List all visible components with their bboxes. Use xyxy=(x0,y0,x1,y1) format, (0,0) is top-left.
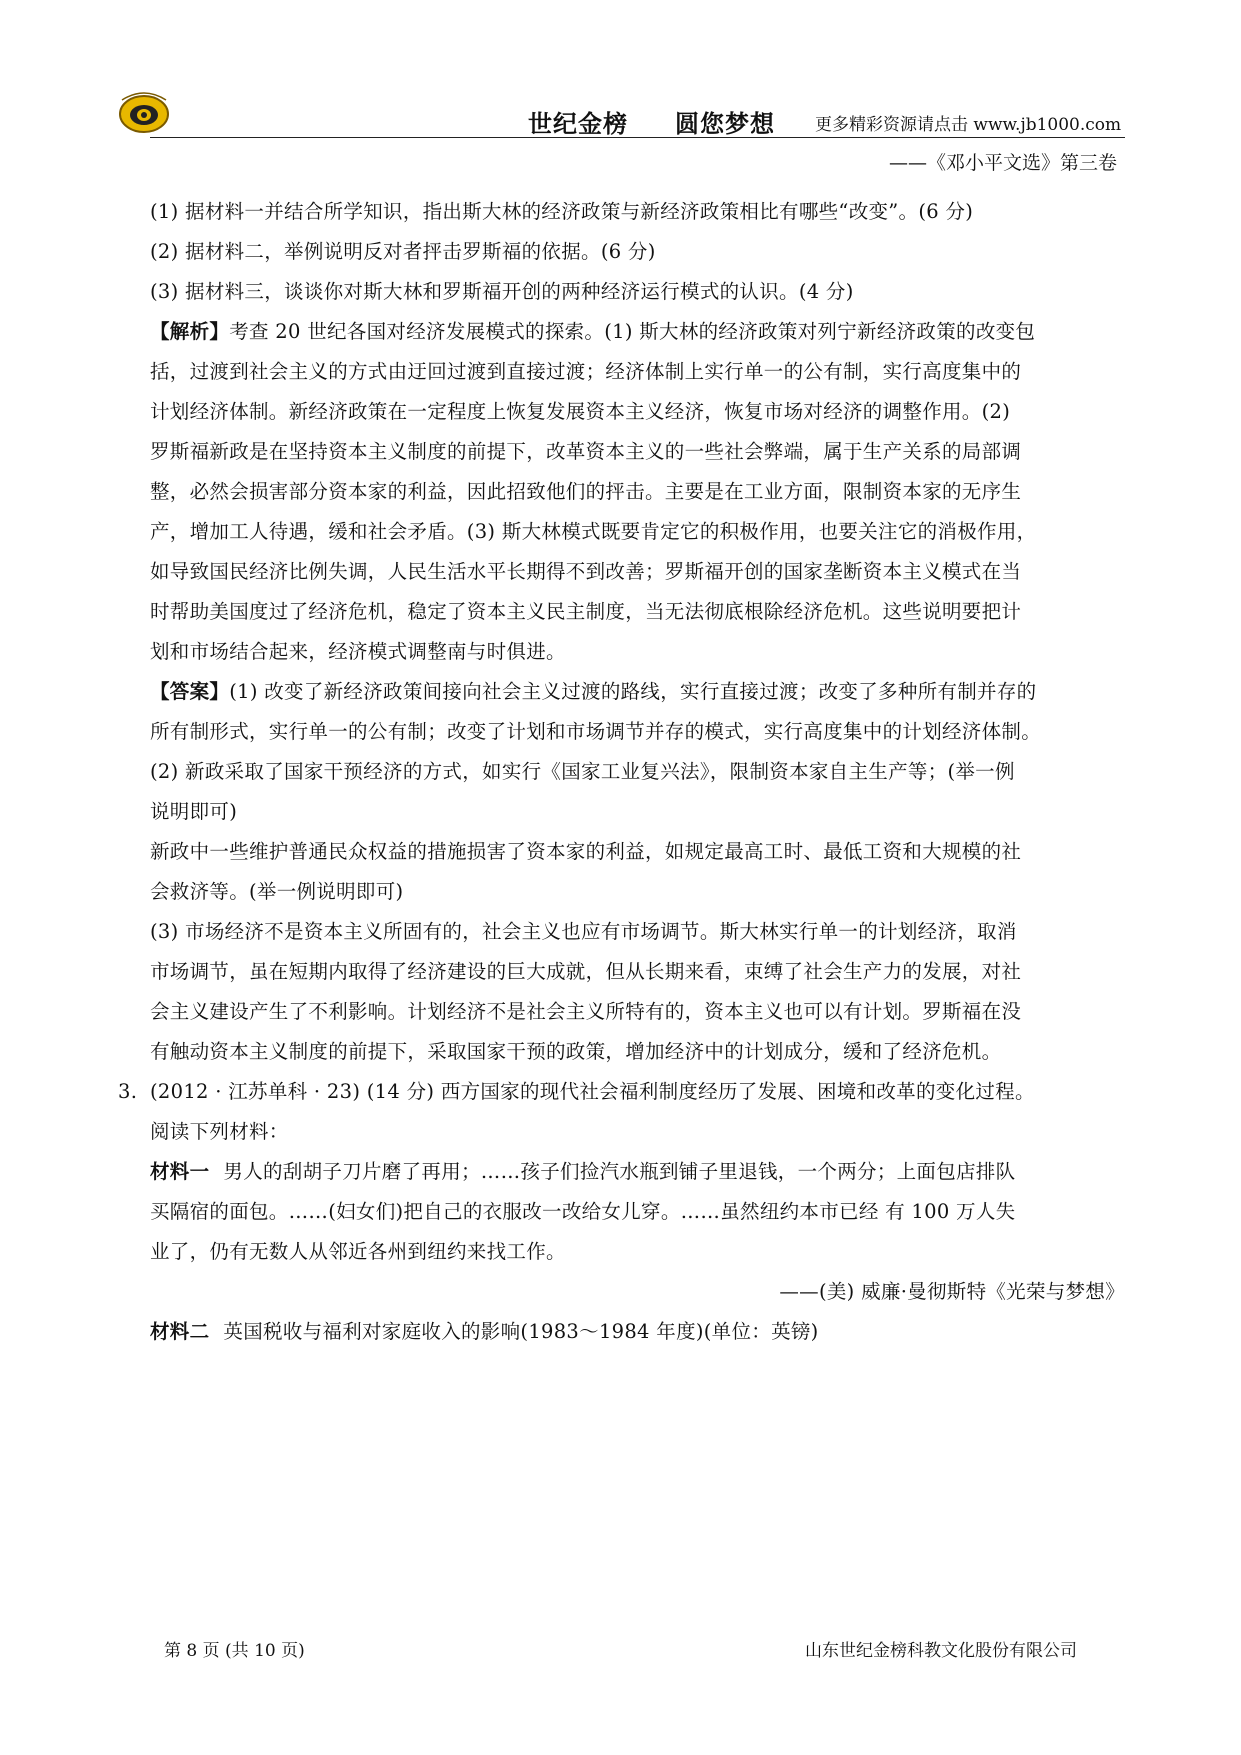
analysis-line: 整，必然会损害部分资本家的利益，因此招致他们的抨击。主要是在工业方面，限制资本家的无序生 xyxy=(150,480,1022,503)
answer-line: (3) 市场经济不是资本主义所固有的，社会主义也应有市场调节。斯大林实行单一的计划经济，取消 xyxy=(150,920,1017,943)
answer-line: 所有制形式，实行单一的公有制；改变了计划和市场调节并存的模式，实行高度集中的计划经济体制。 xyxy=(150,720,1042,743)
brand-logo-icon xyxy=(116,88,172,136)
material2-label: 材料二 xyxy=(150,1320,210,1343)
analysis-line: 计划经济体制。新经济政策在一定程度上恢复发展资本主义经济，恢复市场对经济的调整作用。(2) xyxy=(150,400,1011,423)
question-2: (2) 据材料二，举例说明反对者抨击罗斯福的依据。(6 分) xyxy=(150,240,656,263)
analysis-line: 如导致国民经济比例失调，人民生活水平长期得不到改善；罗斯福开创的国家垄断资本主义模式在当 xyxy=(150,560,1022,583)
answer-line: 【答案】(1) 改变了新经济政策间接向社会主义过渡的路线，实行直接过渡；改变了多种所有制并存的 xyxy=(150,680,1037,703)
material1-line: 业了，仍有无数人从邻近各州到纽约来找工作。 xyxy=(150,1240,566,1263)
analysis-line: 产，增加工人待遇，缓和社会矛盾。(3) 斯大林模式既要肯定它的积极作用，也要关注它的消极作用， xyxy=(150,520,1037,543)
analysis-label: 【解析】 xyxy=(150,320,230,343)
question3-header: 3. (2012 · 江苏单科 · 23) (14 分) 西方国家的现代社会福利制度经历了发展、困境和改革的变化过程。 xyxy=(150,1072,1125,1112)
answer-line: 会救济等。(举一例说明即可) xyxy=(150,880,404,903)
header-slogan: 圆您梦想 xyxy=(675,110,775,138)
answer-line: 市场调节，虽在短期内取得了经济建设的巨大成就，但从长期来看，束缚了社会生产力的发展，对社 xyxy=(150,960,1022,983)
question-number: 3. xyxy=(118,1080,138,1103)
answer-label: 【答案】 xyxy=(150,680,230,703)
header-divider xyxy=(150,137,1125,138)
answer-line: 新政中一些维护普通民众权益的措施损害了资本家的利益，如规定最高工时、最低工资和大规模的社 xyxy=(150,840,1022,863)
main-content xyxy=(118,192,1125,1352)
page-number: 第 8 页 (共 10 页) xyxy=(164,1641,305,1661)
header-title: 世纪金榜 xyxy=(528,110,628,138)
material1-line: 买隔宿的面包。……(妇女们)把自己的衣服改一改给女儿穿。……虽然纽约本市已经 有 100 万人失 xyxy=(150,1200,1016,1223)
answer-line: 说明即可) xyxy=(150,800,238,823)
question3-line: 阅读下列材料： xyxy=(150,1120,289,1143)
analysis-line: 罗斯福新政是在坚持资本主义制度的前提下，改革资本主义的一些社会弊端，属于生产关系的局部调 xyxy=(150,440,1022,463)
material1-label: 材料一 xyxy=(150,1160,210,1183)
material1-source: ——(美) 威廉·曼彻斯特《光荣与梦想》 xyxy=(779,1280,1125,1303)
resource-link[interactable]: 更多精彩资源请点击 www.jb1000.com xyxy=(815,115,1122,135)
analysis-line: 时帮助美国度过了经济危机，稳定了资本主义民主制度，当无法彻底根除经济危机。这些说明要把计 xyxy=(150,600,1022,623)
answer-line: 有触动资本主义制度的前提下，采取国家干预的政策，增加经济中的计划成分，缓和了经济危机。 xyxy=(150,1040,1002,1063)
footer-company: 山东世纪金榜科教文化股份有限公司 xyxy=(805,1641,1077,1661)
analysis-line: 划和市场结合起来，经济模式调整南与时俱进。 xyxy=(150,640,566,663)
material2-line: 材料二 英国税收与福利对家庭收入的影响(1983～1984 年度)(单位：英镑) xyxy=(150,1320,819,1343)
question-1: (1) 据材料一并结合所学知识，指出斯大林的经济政策与新经济政策相比有哪些“改变”。(6 分) xyxy=(150,200,974,223)
answer-line: (2) 新政采取了国家干预经济的方式，如实行《国家工业复兴法》，限制资本家自主生产等；(举一例 xyxy=(150,760,1015,783)
answer-line: 会主义建设产生了不利影响。计划经济不是社会主义所特有的，资本主义也可以有计划。罗斯福在没 xyxy=(150,1000,1022,1023)
analysis-line: 【解析】考查 20 世纪各国对经济发展模式的探索。(1) 斯大林的经济政策对列宁新经济政策的改变包 xyxy=(150,320,1036,343)
analysis-line: 括，过渡到社会主义的方式由迂回过渡到直接过渡；经济体制上实行单一的公有制，实行高度集中的 xyxy=(150,360,1022,383)
material1-line: 材料一 男人的刮胡子刀片磨了再用；……孩子们捡汽水瓶到铺子里退钱，一个两分；上面包店排队 xyxy=(150,1160,1016,1183)
source-citation: ——《邓小平文选》第三卷 xyxy=(888,152,1117,174)
question-3: (3) 据材料三，谈谈你对斯大林和罗斯福开创的两种经济运行模式的认识。(4 分) xyxy=(150,280,854,303)
